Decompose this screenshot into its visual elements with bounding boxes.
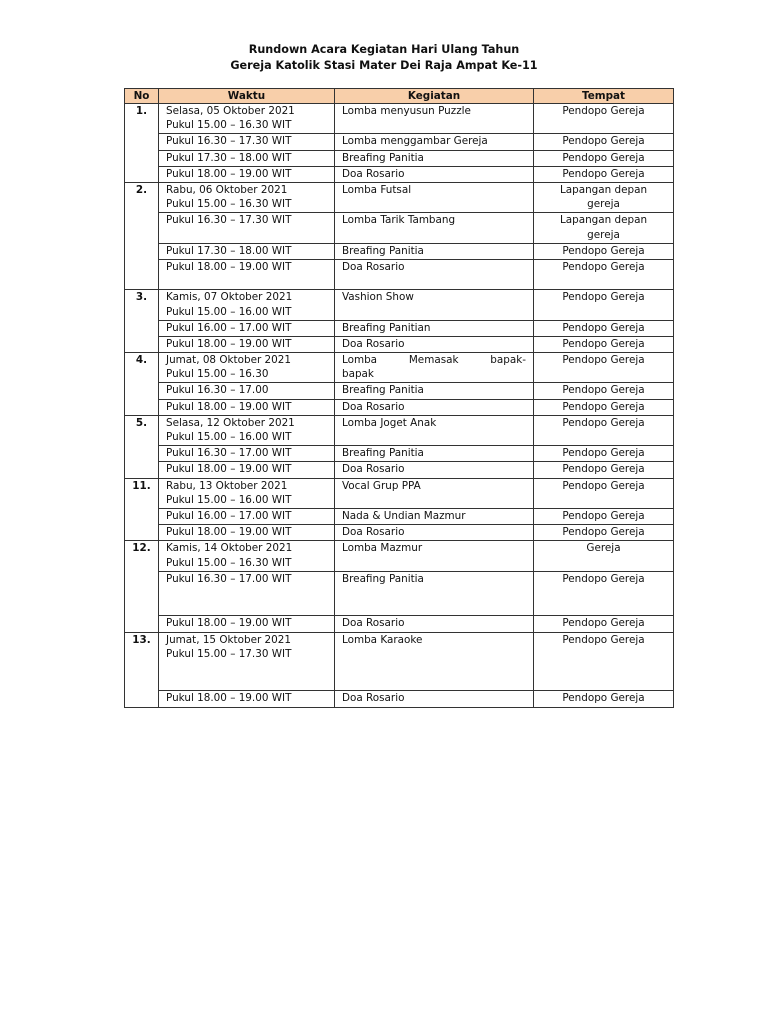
row-number-cell: [125, 446, 159, 462]
kegiatan-line: Lomba Tarik Tambang: [342, 214, 456, 227]
waktu-line: Pukul 15.00 – 17.30 WIT: [166, 647, 292, 660]
waktu-line: Pukul 16.30 – 17.30 WIT: [166, 135, 292, 148]
waktu-line: Pukul 17.30 – 18.00 WIT: [166, 244, 292, 257]
table-row: [125, 462, 674, 478]
tempat-cell: [534, 616, 674, 632]
kegiatan-line: bapak: [342, 368, 374, 381]
row-number-cell: [125, 213, 159, 243]
table-row: [125, 336, 674, 352]
row-number-cell: 2.: [125, 182, 159, 212]
kegiatan-line: Lomba Joget Anak: [342, 416, 437, 429]
table-row: [125, 478, 674, 508]
waktu-cell: [159, 525, 335, 541]
waktu-line: Pukul 16.00 – 17.00 WIT: [166, 321, 292, 334]
kegiatan-cell: [335, 104, 534, 134]
waktu-line: Pukul 16.30 – 17.30 WIT: [166, 214, 292, 227]
waktu-line: Pukul 16.30 – 17.00 WIT: [166, 572, 292, 585]
waktu-line: Pukul 18.00 – 19.00 WIT: [166, 463, 292, 476]
kegiatan-cell: [335, 541, 534, 571]
waktu-line: Selasa, 05 Oktober 2021: [166, 105, 295, 117]
waktu-cell: [159, 415, 335, 445]
tempat-cell: [534, 399, 674, 415]
waktu-cell: [159, 150, 335, 166]
tempat-cell: [534, 243, 674, 259]
table-row: [125, 259, 674, 289]
waktu-line: Rabu, 06 Oktober 2021: [166, 183, 288, 196]
waktu-line: Pukul 15.00 – 16.00 WIT: [166, 431, 292, 444]
kegiatan-cell: [335, 290, 534, 320]
table-row: [125, 632, 674, 691]
row-number-cell: [125, 462, 159, 478]
table-row: [125, 104, 674, 134]
waktu-line: Pukul 15.00 – 16.00 WIT: [166, 493, 292, 506]
table-row: [125, 182, 674, 212]
kegiatan-cell: [335, 336, 534, 352]
tempat-cell: [534, 320, 674, 336]
tempat-cell: [534, 446, 674, 462]
document-title-line1: Rundown Acara Kegiatan Hari Ulang Tahun: [248, 43, 520, 56]
waktu-cell: [159, 243, 335, 259]
row-number-cell: 5.: [125, 415, 159, 445]
tempat-cell: [534, 104, 674, 134]
waktu-line: Selasa, 12 Oktober 2021: [166, 416, 295, 429]
tempat-line: Pendopo Gereja: [562, 526, 645, 539]
tempat-line: Pendopo Gereja: [562, 510, 645, 522]
tempat-cell: [534, 691, 674, 707]
waktu-line: Kamis, 14 Oktober 2021: [166, 542, 293, 555]
tempat-cell: [534, 213, 674, 243]
row-number-cell: 1.: [125, 104, 159, 134]
kegiatan-line: Lomba Mazmur: [342, 542, 423, 555]
waktu-cell: [159, 383, 335, 399]
table-row: [125, 509, 674, 525]
tempat-line: Pendopo Gereja: [562, 244, 645, 257]
tempat-line: Pendopo Gereja: [562, 479, 645, 492]
table-row: [125, 691, 674, 707]
tempat-cell: [534, 134, 674, 150]
document-title-line2: Gereja Katolik Stasi Mater Dei Raja Ampat Ke-11: [230, 59, 538, 72]
kegiatan-line: Breafing Panitia: [342, 151, 424, 164]
table-row: [125, 320, 674, 336]
waktu-cell: [159, 259, 335, 289]
kegiatan-cell: [335, 509, 534, 525]
waktu-cell: [159, 446, 335, 462]
column-header-waktu: Waktu: [159, 89, 335, 104]
kegiatan-cell: [335, 478, 534, 508]
waktu-cell: [159, 166, 335, 182]
row-number-cell: 11.: [125, 478, 159, 508]
kegiatan-cell: [335, 213, 534, 243]
tempat-line: gereja: [587, 198, 620, 211]
kegiatan-cell: [335, 353, 534, 383]
tempat-cell: [534, 166, 674, 182]
row-number-cell: [125, 320, 159, 336]
tempat-line: Pendopo Gereja: [562, 692, 645, 705]
table-row: [125, 134, 674, 150]
kegiatan-line: Lomba Futsal: [342, 183, 412, 196]
waktu-line: Pukul 15.00 – 16.30 WIT: [166, 556, 292, 569]
tempat-cell: [534, 632, 674, 691]
row-number-cell: [125, 243, 159, 259]
waktu-line: Pukul 15.00 – 16.30: [166, 368, 269, 381]
tempat-line: Pendopo Gereja: [562, 354, 645, 367]
tempat-cell: [534, 541, 674, 571]
row-number-cell: [125, 525, 159, 541]
waktu-line: Pukul 18.00 – 19.00 WIT: [166, 167, 292, 180]
kegiatan-line: Doa Rosario: [342, 400, 405, 413]
tempat-line: Pendopo Gereja: [562, 321, 645, 334]
tempat-line: Pendopo Gereja: [562, 167, 645, 180]
table-row: [125, 399, 674, 415]
waktu-cell: [159, 571, 335, 616]
tempat-line: Pendopo Gereja: [562, 617, 645, 630]
kegiatan-cell: [335, 182, 534, 212]
tempat-cell: [534, 336, 674, 352]
waktu-cell: [159, 134, 335, 150]
kegiatan-cell: [335, 462, 534, 478]
table-row: [125, 213, 674, 243]
tempat-line: Pendopo Gereja: [562, 633, 645, 646]
waktu-cell: [159, 320, 335, 336]
waktu-cell: [159, 616, 335, 632]
kegiatan-line: Doa Rosario: [342, 617, 405, 630]
kegiatan-line: Doa Rosario: [342, 692, 405, 705]
waktu-line: Pukul 18.00 – 19.00 WIT: [166, 526, 292, 539]
kegiatan-cell: [335, 134, 534, 150]
tempat-cell: [534, 509, 674, 525]
tempat-cell: [534, 150, 674, 166]
tempat-cell: [534, 462, 674, 478]
table-row: [125, 541, 674, 571]
row-number-cell: [125, 336, 159, 352]
tempat-cell: [534, 525, 674, 541]
kegiatan-line: Breafing Panitia: [342, 447, 424, 460]
waktu-cell: [159, 691, 335, 707]
kegiatan-line: Lomba Karaoke: [342, 633, 423, 646]
row-number-cell: [125, 259, 159, 289]
kegiatan-cell: [335, 571, 534, 616]
table-row: [125, 446, 674, 462]
waktu-line: Pukul 17.30 – 18.00 WIT: [166, 151, 292, 164]
table-row: [125, 290, 674, 320]
table-row: [125, 353, 674, 383]
waktu-line: Pukul 18.00 – 19.00 WIT: [166, 400, 292, 413]
kegiatan-line: Vocal Grup PPA: [342, 479, 421, 492]
waktu-cell: [159, 399, 335, 415]
tempat-line: gereja: [587, 228, 620, 241]
kegiatan-cell: [335, 320, 534, 336]
kegiatan-cell: [335, 691, 534, 707]
kegiatan-cell: [335, 632, 534, 691]
tempat-line: Pendopo Gereja: [562, 400, 645, 413]
kegiatan-line: Doa Rosario: [342, 260, 405, 273]
row-number-cell: [125, 571, 159, 616]
tempat-cell: [534, 383, 674, 399]
column-header-no: No: [125, 89, 159, 104]
kegiatan-cell: [335, 616, 534, 632]
tempat-line: Pendopo Gereja: [562, 135, 645, 148]
tempat-line: Pendopo Gereja: [562, 463, 645, 476]
row-number-cell: [125, 150, 159, 166]
tempat-line: Gereja: [586, 542, 621, 555]
tempat-line: Pendopo Gereja: [562, 337, 645, 350]
kegiatan-line: Doa Rosario: [342, 167, 405, 180]
waktu-line: Pukul 16.00 – 17.00 WIT: [166, 510, 292, 522]
tempat-cell: [534, 415, 674, 445]
kegiatan-line: Doa Rosario: [342, 526, 405, 539]
kegiatan-line: Breafing Panitia: [342, 244, 424, 257]
kegiatan-cell: [335, 415, 534, 445]
waktu-line: Jumat, 08 Oktober 2021: [166, 354, 291, 367]
waktu-line: Jumat, 15 Oktober 2021: [166, 633, 291, 646]
kegiatan-cell: [335, 525, 534, 541]
kegiatan-line: Vashion Show: [342, 291, 414, 304]
tempat-cell: [534, 571, 674, 616]
table-header-row: [125, 89, 674, 104]
column-header-kegiatan: Kegiatan: [335, 89, 534, 104]
table-row: [125, 150, 674, 166]
tempat-line: Pendopo Gereja: [562, 447, 645, 460]
table-body: [125, 104, 674, 708]
kegiatan-cell: [335, 399, 534, 415]
tempat-cell: [534, 259, 674, 289]
row-number-cell: [125, 383, 159, 399]
row-number-cell: [125, 166, 159, 182]
waktu-cell: [159, 462, 335, 478]
tempat-cell: [534, 182, 674, 212]
table-row: [125, 243, 674, 259]
kegiatan-cell: [335, 446, 534, 462]
waktu-cell: [159, 509, 335, 525]
waktu-line: Rabu, 13 Oktober 2021: [166, 479, 288, 492]
waktu-line: Pukul 16.30 – 17.00 WIT: [166, 447, 292, 460]
tempat-line: Pendopo Gereja: [562, 572, 645, 585]
kegiatan-line: Breafing Panitia: [342, 384, 424, 397]
kegiatan-line: Lomba menyusun Puzzle: [342, 105, 471, 117]
kegiatan-cell: [335, 150, 534, 166]
table-row: [125, 383, 674, 399]
tempat-line: Pendopo Gereja: [562, 105, 645, 117]
tempat-line: Pendopo Gereja: [562, 151, 645, 164]
waktu-cell: [159, 213, 335, 243]
kegiatan-cell: [335, 166, 534, 182]
waktu-cell: [159, 104, 335, 134]
tempat-line: Pendopo Gereja: [562, 291, 645, 304]
kegiatan-line: Lomba Memasak bapak-: [342, 354, 526, 367]
waktu-cell: [159, 290, 335, 320]
waktu-cell: [159, 182, 335, 212]
waktu-line: Pukul 15.00 – 16.30 WIT: [166, 119, 292, 132]
kegiatan-line: Doa Rosario: [342, 337, 405, 350]
kegiatan-cell: [335, 243, 534, 259]
row-number-cell: 3.: [125, 290, 159, 320]
row-number-cell: [125, 399, 159, 415]
waktu-line: Kamis, 07 Oktober 2021: [166, 291, 293, 304]
tempat-line: Pendopo Gereja: [562, 260, 645, 273]
waktu-cell: [159, 541, 335, 571]
kegiatan-line: Breafing Panitian: [342, 321, 431, 334]
waktu-line: Pukul 18.00 – 19.00 WIT: [166, 692, 292, 705]
waktu-cell: [159, 478, 335, 508]
kegiatan-cell: [335, 259, 534, 289]
tempat-line: Pendopo Gereja: [562, 416, 645, 429]
tempat-line: Lapangan depan: [559, 183, 648, 196]
waktu-cell: [159, 632, 335, 691]
tempat-cell: [534, 478, 674, 508]
waktu-cell: [159, 336, 335, 352]
table-row: [125, 616, 674, 632]
kegiatan-cell: [335, 383, 534, 399]
waktu-line: Pukul 18.00 – 19.00 WIT: [166, 260, 292, 273]
table-row: [125, 166, 674, 182]
table-row: [125, 525, 674, 541]
row-number-cell: [125, 691, 159, 707]
waktu-line: Pukul 15.00 – 16.30 WIT: [166, 198, 292, 211]
tempat-cell: [534, 353, 674, 383]
waktu-cell: [159, 353, 335, 383]
row-number-cell: 12.: [125, 541, 159, 571]
tempat-line: Lapangan depan: [559, 214, 648, 227]
kegiatan-line: Lomba menggambar Gereja: [342, 135, 488, 148]
rundown-table: [124, 88, 674, 708]
kegiatan-line: Breafing Panitia: [342, 572, 424, 585]
table-row: [125, 571, 674, 616]
row-number-cell: 13.: [125, 632, 159, 691]
row-number-cell: [125, 509, 159, 525]
waktu-line: Pukul 15.00 – 16.00 WIT: [166, 305, 292, 318]
tempat-line: Pendopo Gereja: [562, 384, 645, 397]
kegiatan-line: Doa Rosario: [342, 463, 405, 476]
waktu-line: Pukul 16.30 – 17.00: [166, 384, 269, 397]
tempat-cell: [534, 290, 674, 320]
row-number-cell: [125, 134, 159, 150]
waktu-line: Pukul 18.00 – 19.00 WIT: [166, 617, 292, 630]
column-header-tempat: Tempat: [534, 89, 674, 104]
waktu-line: Pukul 18.00 – 19.00 WIT: [166, 337, 292, 350]
kegiatan-line: Nada & Undian Mazmur: [342, 510, 466, 522]
table-row: [125, 415, 674, 445]
row-number-cell: [125, 616, 159, 632]
row-number-cell: 4.: [125, 353, 159, 383]
